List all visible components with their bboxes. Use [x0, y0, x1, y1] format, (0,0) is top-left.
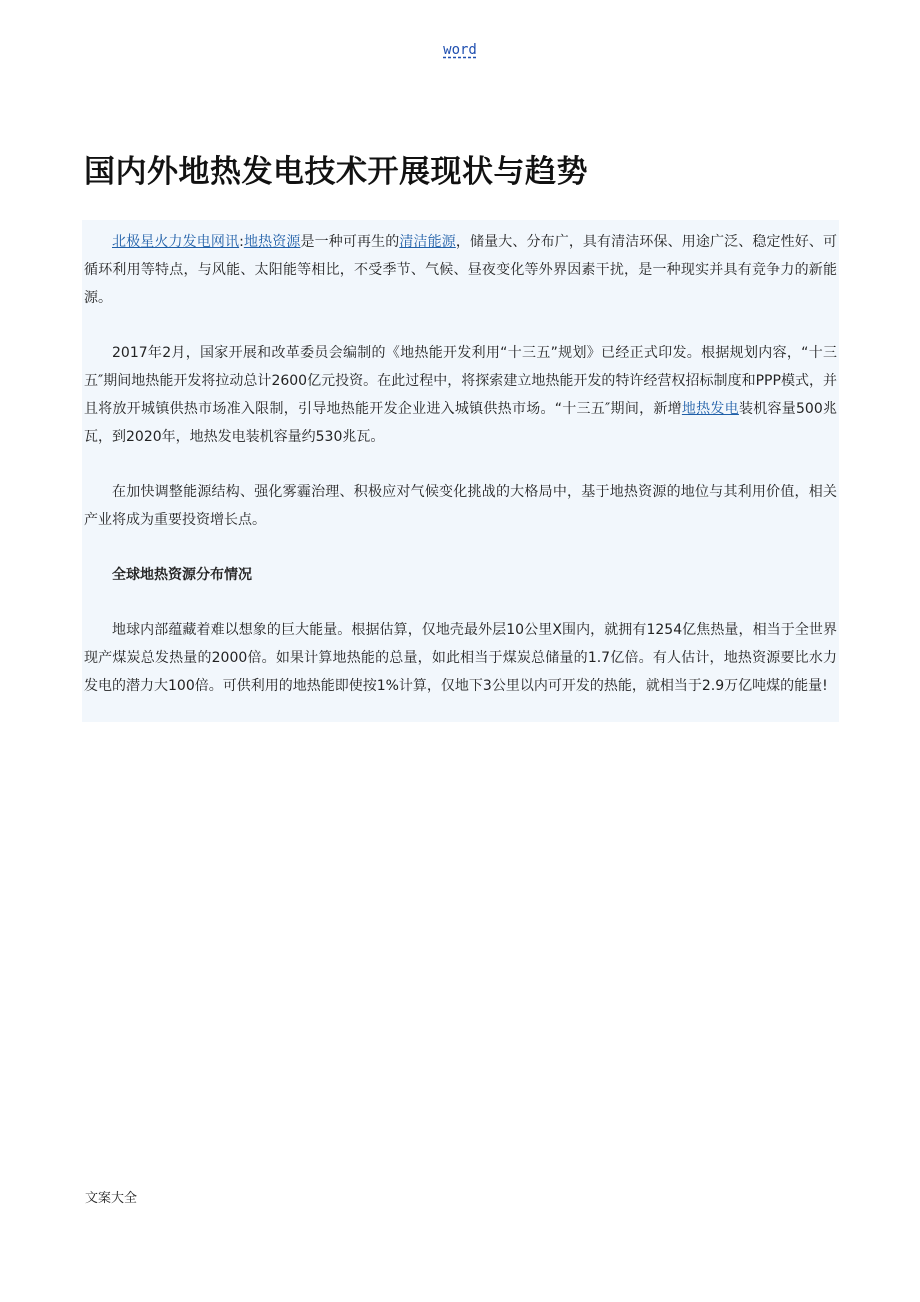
paragraph-plan	[84, 339, 837, 451]
intro-text-b: ，储量大、分布广，具有清洁环保、用途广泛、稳定性好、可循环利用等特点，与风能、太阳能等相比，不受季节、气候、昼夜变化等外界因素干扰，是一种现实并具有竞争力的新能源。	[84, 234, 838, 306]
article-body	[82, 220, 839, 722]
footer-text: 文案大全	[85, 1191, 138, 1206]
clean-energy-link[interactable]: 清洁能源	[399, 234, 456, 250]
intro-text-a: 是一种可再生的	[300, 234, 400, 250]
paragraph-global: 地球内部蕴藏着难以想象的巨大能量。根据估算，仅地壳最外层10公里X围内，就拥有1254亿焦热量，相当于全世界现产煤炭总发热量的2000倍。如果计算地热能的总量，如此相当于煤炭总储量的1.7亿倍。有人估计，地热资源要比水力发电的潜力大100倍。可供利用的地热能即使按1%计算，仅地下3公里以内可开发的热能，就相当于2.9万亿吨煤的能量!	[84, 622, 837, 694]
plan-text-b: 装机容量500兆瓦，到2020年，地热发电装机容量约530兆瓦。	[84, 401, 838, 445]
paragraph-industry: 在加快调整能源结构、强化雾霾治理、积极应对气候变化挑战的大格局中，基于地热资源的地位与其利用价值，相关产业将成为重要投资增长点。	[84, 484, 837, 528]
source-separator: :	[239, 234, 244, 250]
plan-text-a: 2017年2月，国家开展和改革委员会编制的《地热能开发利用“十三五”规划》已经正式印发。根据规划内容，“十三五″期间地热能开发将拉动总计2600亿元投资。在此过程中，将探索建立地热能开发的特许经营权招标制度和PPP模式，并且将放开城镇供热市场准入限制，引导地热能开发企业进入城镇供热市场。“十三五″期间，新增	[84, 345, 837, 417]
page-title: 国内外地热发电技术开展现状与趋势	[84, 154, 588, 190]
header-word-link[interactable]: word	[443, 42, 477, 58]
geothermal-resource-link[interactable]: 地热资源	[243, 234, 301, 250]
paragraph-intro	[84, 228, 837, 312]
section-heading: 全球地热资源分布情况	[112, 567, 252, 583]
geothermal-power-link[interactable]: 地热发电	[681, 401, 739, 417]
source-link[interactable]: 北极星火力发电网讯	[112, 234, 240, 250]
